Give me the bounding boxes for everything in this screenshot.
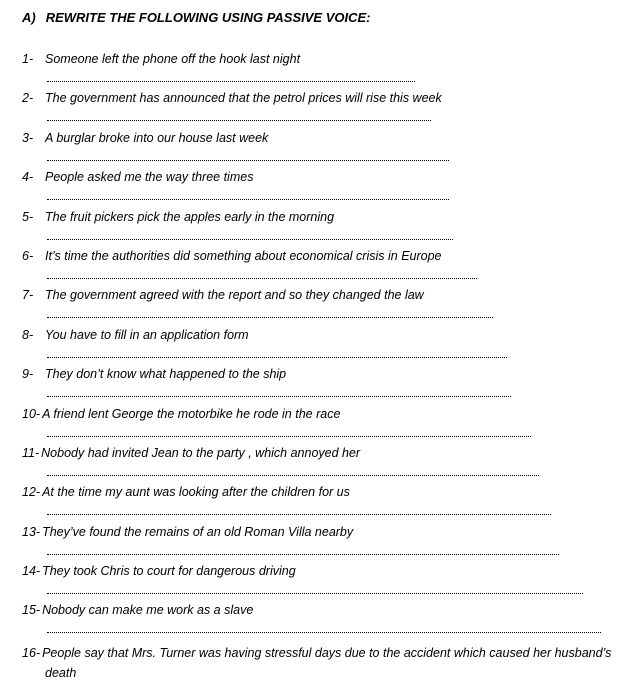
section-title: REWRITE THE FOLLOWING USING PASSIVE VOICE: <box>45 10 371 25</box>
answer-line[interactable] <box>47 307 493 318</box>
item-sentence: Nobody can make me work as a slave <box>42 603 254 618</box>
exercise-item <box>22 525 632 564</box>
item-number: 5- <box>22 209 34 224</box>
item-number: 14- <box>22 564 41 579</box>
exercise-item <box>22 210 632 249</box>
answer-line[interactable] <box>47 622 601 633</box>
exercise-item <box>22 643 632 682</box>
exercise-item <box>22 170 632 209</box>
item-sentence: At the time my aunt was looking after the children for us <box>42 485 350 500</box>
item-sentence: It’s time the authorities did something about economical crisis in Europe <box>45 248 442 263</box>
answer-line[interactable] <box>47 189 449 200</box>
answer-line[interactable] <box>47 150 449 161</box>
exercise-item <box>22 367 632 406</box>
section-heading <box>22 10 371 25</box>
exercise-list <box>22 52 632 682</box>
exercise-item <box>22 131 632 170</box>
item-number: 6- <box>22 248 34 263</box>
item-sentence: Nobody had invited Jean to the party , which annoyed her <box>41 445 361 460</box>
item-sentence: They took Chris to court for dangerous driving <box>42 564 296 579</box>
exercise-item <box>22 288 632 327</box>
answer-line[interactable] <box>47 347 507 358</box>
item-number: 12- <box>22 485 41 500</box>
item-number: 4- <box>22 170 34 185</box>
exercise-item <box>22 603 632 642</box>
answer-line[interactable] <box>47 504 551 515</box>
item-sentence: They’ve found the remains of an old Roman Villa nearby <box>42 524 354 539</box>
answer-line[interactable] <box>47 465 539 476</box>
item-number: 16- <box>22 645 41 660</box>
item-sentence: A burglar broke into our house last week <box>45 130 269 145</box>
exercise-item <box>22 446 632 485</box>
item-number: 13- <box>22 524 41 539</box>
answer-line[interactable] <box>47 583 583 594</box>
exercise-item <box>22 328 632 367</box>
answer-line[interactable] <box>47 426 531 437</box>
item-number: 9- <box>22 367 34 382</box>
item-number: 15- <box>22 603 41 618</box>
item-number: 7- <box>22 288 34 303</box>
item-sentence: Someone left the phone off the hook last night <box>45 52 301 66</box>
exercise-item <box>22 564 632 603</box>
item-number: 10- <box>22 406 41 421</box>
item-sentence: The government agreed with the report and so they changed the law <box>45 288 424 303</box>
item-number: 3- <box>22 130 34 145</box>
answer-line[interactable] <box>47 110 431 121</box>
item-number: 8- <box>22 327 34 342</box>
answer-line[interactable] <box>47 229 453 240</box>
item-sentence: They don’t know what happened to the ship <box>45 367 287 382</box>
item-number: 11- <box>22 445 40 460</box>
item-sentence: You have to fill in an application form <box>45 327 249 342</box>
exercise-item <box>22 485 632 524</box>
item-number: 1- <box>22 52 34 66</box>
exercise-item <box>22 407 632 446</box>
item-sentence: People asked me the way three times <box>45 170 254 185</box>
answer-line[interactable] <box>47 386 511 397</box>
item-number: 2- <box>22 91 34 106</box>
exercise-item <box>22 249 632 288</box>
exercise-item <box>22 52 632 91</box>
item-sentence-continuation: death <box>45 665 77 680</box>
item-sentence: The fruit pickers pick the apples early in the morning <box>45 209 335 224</box>
answer-line[interactable] <box>47 268 477 279</box>
section-letter: A) <box>22 10 36 25</box>
answer-line[interactable] <box>47 71 415 82</box>
answer-line[interactable] <box>47 544 559 555</box>
exercise-item <box>22 91 632 130</box>
item-sentence: A friend lent George the motorbike he rode in the race <box>42 406 341 421</box>
item-sentence: People say that Mrs. Turner was having stressful days due to the accident which caused her husband’s <box>42 645 612 660</box>
item-sentence: The government has announced that the petrol prices will rise this week <box>45 91 442 106</box>
